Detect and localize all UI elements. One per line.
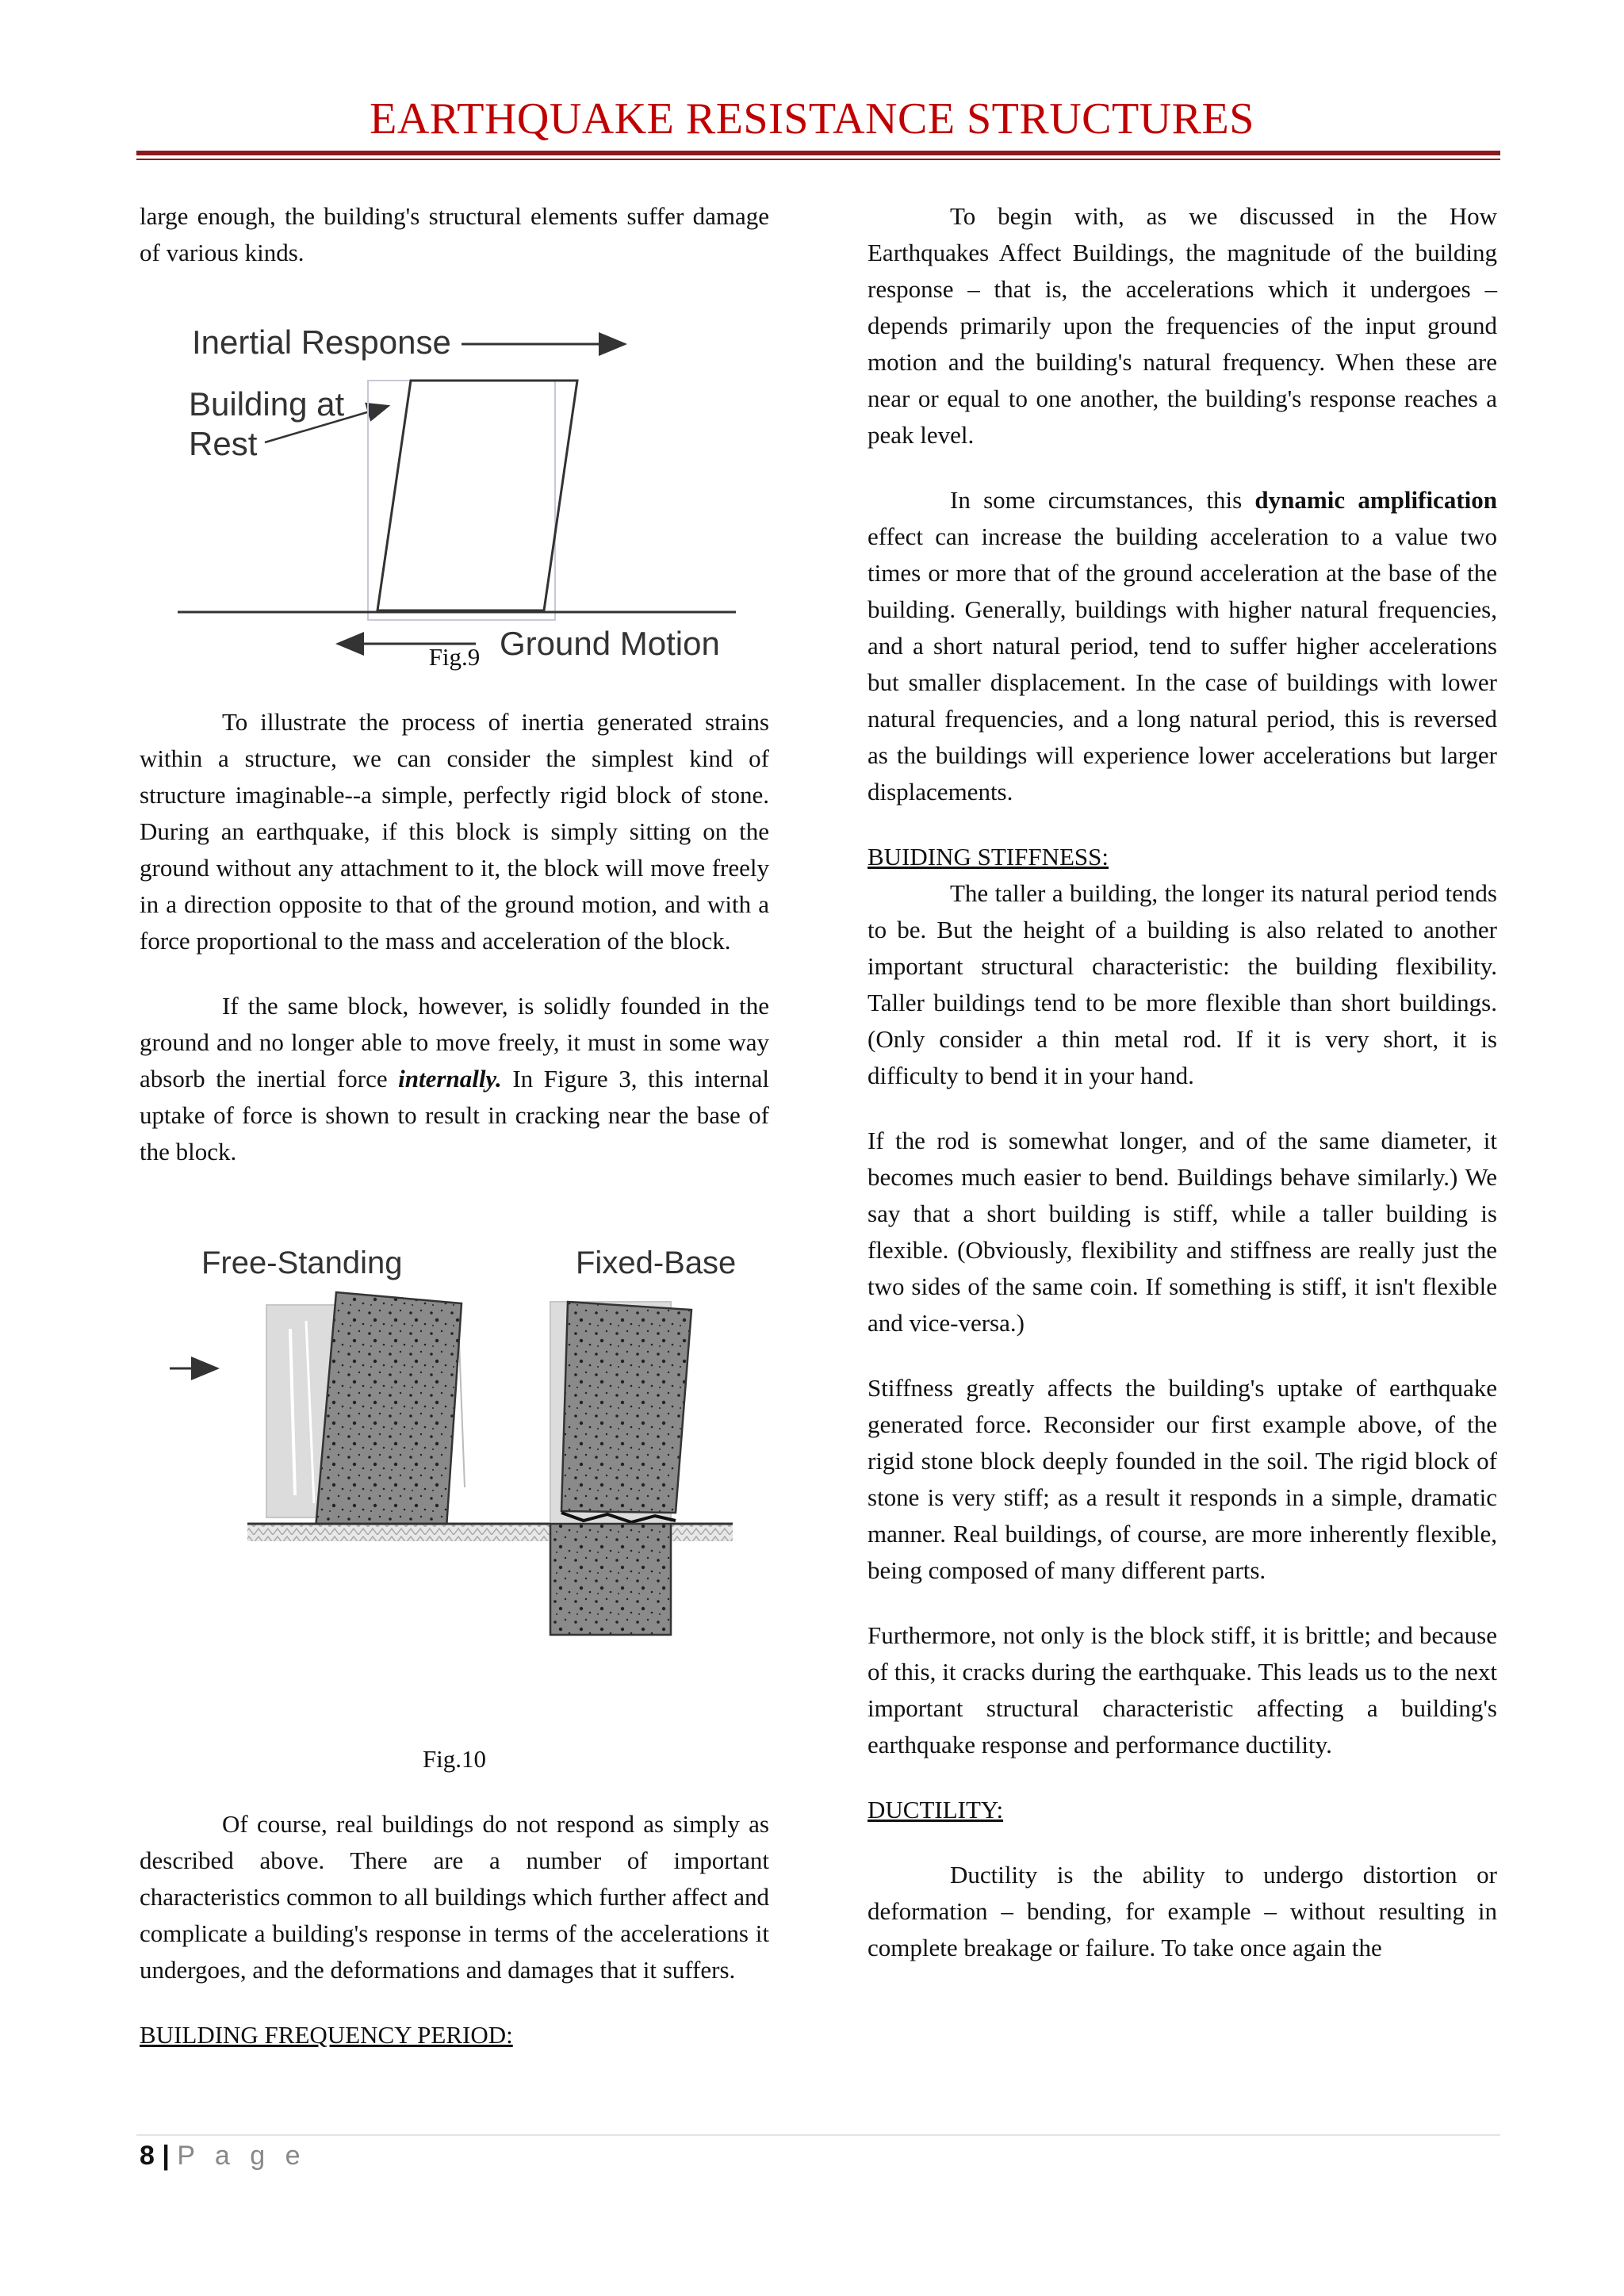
header-rule xyxy=(136,151,1500,155)
paragraph: To illustrate the process of inertia generated strains within a structure, we can consider the simplest kind of structure imaginable--a simple, perfectly rigid block of stone. During an earthquake, if this block is simply sitting on the ground without any attachment to it, the block will move freely in a direction opposite to that of the ground motion, and with a force proportional to the mass and acceleration of the block. xyxy=(140,708,769,955)
building-at-rest xyxy=(368,381,555,620)
paragraph: The taller a building, the longer its natural period tends to be. But the height of a building is also related to another important structural characteristic: the building flexibility. Taller buildings tend to be more flexible than short buildings. (Only consider a thin metal rod. If it is very short, it is difficulty to bend it in your hand. xyxy=(868,879,1497,1089)
header-rule-thin xyxy=(136,159,1500,160)
fixed-base-block xyxy=(561,1302,691,1513)
ground-motion-label: Ground Motion xyxy=(500,625,720,662)
page-label: P a g e xyxy=(177,2141,307,2171)
paragraph: Stiffness greatly affects the building's uptake of earthquake generated force. Reconsider our first example above, of the rigid stone block deeply founded in the soil. The rigid block of stone is very stiff; as a result it responds in a simple, dramatic manner. Real buildings, of course, are more inherently flexible, being composed of many different parts. xyxy=(868,1374,1497,1584)
emphasis: dynamic amplification xyxy=(1254,486,1497,514)
page-number: 8 xyxy=(140,2141,155,2171)
paragraph: To begin with, as we discussed in the How Earthquakes Affect Buildings, the magnitude of the building response – that is, the accelerations which it undergoes – depends primarily upon the frequencies of the input ground motion and the building's natural frequency. When these are near or equal to one another, the building's response reaches a peak level. xyxy=(868,202,1497,449)
free-standing-label: Free-Standing xyxy=(201,1246,403,1280)
figure-caption: Fig.9 xyxy=(428,643,481,671)
paragraph: Furthermore, not only is the block stiff, it is brittle; and because of this, it cracks during the earthquake. This leads us to the next important structural characteristic affecting a building's earthquake response and performance ductility. xyxy=(868,1621,1497,1758)
footer-separator: | xyxy=(162,2141,170,2171)
page-footer xyxy=(140,2141,306,2172)
figure-10 xyxy=(140,1226,769,1701)
fixed-base-label: Fixed-Base xyxy=(576,1246,737,1280)
inertial-response-label: Inertial Response xyxy=(192,323,451,361)
free-standing-block xyxy=(316,1292,462,1540)
section-heading: BUILDING FREQUENCY PERIOD: xyxy=(140,2021,513,2049)
right-column xyxy=(868,198,1497,1966)
paragraph: If the rod is somewhat longer, and of the same diameter, it becomes much easier to bend. Buildings behave similarly.) We say that a short building is stiff, while a taller building is flexible. (Obviously, flexibility and stiffness are really just the two sides of the same coin. If something is stiff, it isn't flexible and vice-versa.) xyxy=(868,1127,1497,1337)
paragraph xyxy=(868,482,1497,810)
section-heading: DUCTILITY: xyxy=(868,1796,1004,1823)
text-run: effect can increase the building acceleration to a value two times or more that of the ground acceleration at the base of the building. Generally, buildings with higher natural frequencies, and a short natural period, tend to suffer higher accelerations but smaller displacement. In the case of buildings with lower natural frequencies, and a long natural period, this is reversed as the buildings will experience lower accelerations but larger displacements. xyxy=(868,522,1497,806)
paragraph: Ductility is the ability to undergo distortion or deformation – bending, for example – without resulting in complete breakage or failure. To take once again the xyxy=(868,1861,1497,1961)
text-run: If the same block, however, is solidly founded in the ground and no longer able to move freely, it must in some way absorb the inertial force xyxy=(140,992,769,1093)
text-run: In some circumstances, this xyxy=(950,486,1255,514)
section-heading: BUIDING STIFFNESS: xyxy=(868,843,1109,871)
building-rest-label-1: Building at xyxy=(189,385,345,423)
page-title: EARTHQUAKE RESISTANCE STRUCTURES xyxy=(370,94,1254,144)
text-run: In Figure 3, this internal uptake of force is shown to result in cracking near the base of the block. xyxy=(140,1065,770,1165)
paragraph xyxy=(140,988,769,1170)
left-column xyxy=(140,198,769,2053)
foundation xyxy=(550,1524,671,1635)
figure-caption: Fig.10 xyxy=(422,1745,487,1773)
paragraph: Of course, real buildings do not respond as simply as described above. There are a number of important characteristics common to all buildings which further affect and complicate a building's response in terms of the accelerations it undergoes, and the deformations and damages that it suffers. xyxy=(140,1810,769,1984)
building-deformed xyxy=(377,381,577,610)
emphasis: internally. xyxy=(398,1065,502,1093)
paragraph: large enough, the building's structural elements suffer damage of various kinds. xyxy=(140,202,769,266)
footer-rule xyxy=(136,2134,1500,2136)
building-rest-label-2: Rest xyxy=(189,425,258,462)
